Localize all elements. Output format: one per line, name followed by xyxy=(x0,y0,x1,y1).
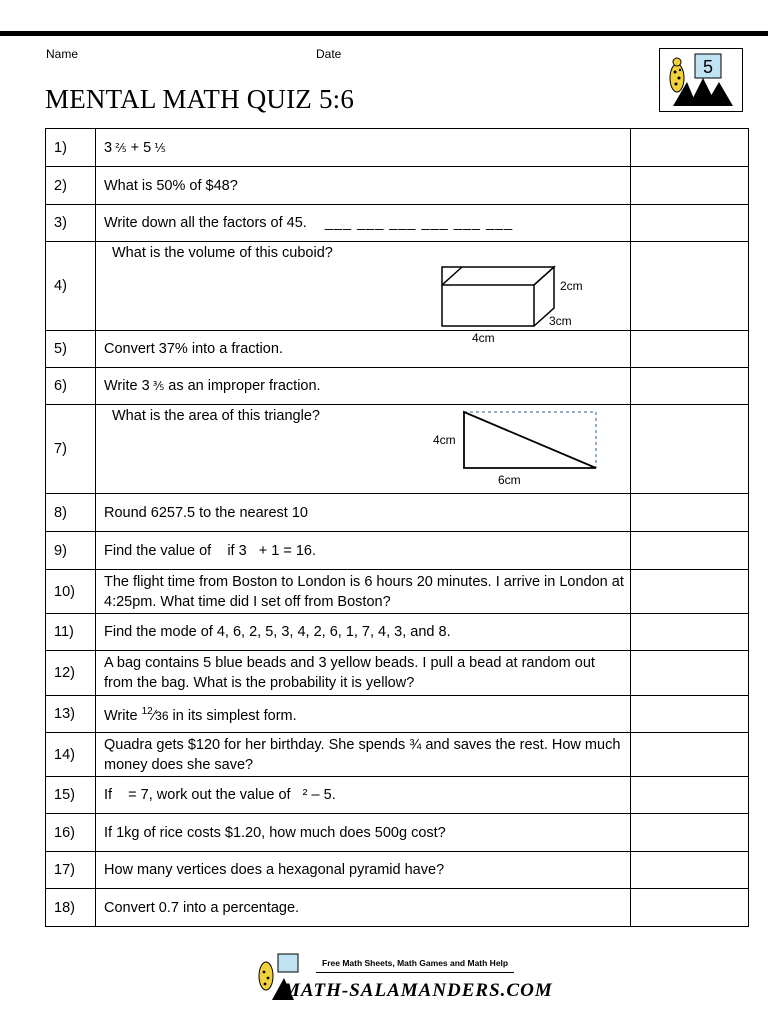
question-row-3 xyxy=(46,205,749,242)
question-text: Find the mode of 4, 6, 2, 5, 3, 4, 2, 6, 1, 7, 4, 3, and 8. xyxy=(96,614,631,651)
question-row-9 xyxy=(46,532,749,570)
answer-box[interactable] xyxy=(631,570,749,614)
question-number: 12) xyxy=(46,651,96,696)
cuboid-diagram xyxy=(96,242,631,345)
date-label: Date xyxy=(316,47,342,61)
question-number: 2) xyxy=(46,167,96,205)
answer-box[interactable] xyxy=(631,242,749,331)
answer-box[interactable] xyxy=(631,696,749,733)
question-number: 1) xyxy=(46,129,96,167)
question-number: 17) xyxy=(46,852,96,889)
answer-box[interactable] xyxy=(631,651,749,696)
cuboid-depth-label: 3cm xyxy=(549,314,572,328)
answer-blanks: ___ ___ ___ ___ ___ ___ xyxy=(324,215,514,231)
answer-box[interactable] xyxy=(631,405,749,494)
question-number: 7) xyxy=(46,405,96,494)
question-row-18 xyxy=(46,889,749,927)
question-text: If 1kg of rice costs $1.20, how much does 500g cost? xyxy=(96,814,631,852)
question-row-10 xyxy=(46,570,749,614)
logo-grade: 5 xyxy=(702,57,714,77)
question-number: 18) xyxy=(46,889,96,927)
question-number: 4) xyxy=(46,242,96,331)
question-text: What is 50% of $48? xyxy=(96,167,631,205)
question-row-16 xyxy=(46,814,749,852)
answer-box[interactable] xyxy=(631,733,749,777)
question-number: 16) xyxy=(46,814,96,852)
question-text: If = 7, work out the value of ² – 5. xyxy=(96,777,631,814)
question-text: The flight time from Boston to London is 6 hours 20 minutes. I arrive in London at 4:25pm. What time did I set off from Boston? xyxy=(96,570,631,614)
question-text: Convert 0.7 into a percentage. xyxy=(96,889,631,927)
answer-box[interactable] xyxy=(631,331,749,368)
answer-box[interactable] xyxy=(631,852,749,889)
question-text: Write 3 ⅗ as an improper fraction. xyxy=(96,368,631,405)
answer-box[interactable] xyxy=(631,167,749,205)
triangle-diagram xyxy=(96,405,631,493)
quiz-table xyxy=(45,128,749,927)
answer-box[interactable] xyxy=(631,129,749,167)
question-text: Find the value of if 3 + 1 = 16. xyxy=(96,532,631,570)
answer-box[interactable] xyxy=(631,368,749,405)
question-row-12 xyxy=(46,651,749,696)
question-text: 3 ⅖ + 5 ⅕ xyxy=(96,129,631,167)
answer-box[interactable] xyxy=(631,532,749,570)
question-row-1 xyxy=(46,129,749,167)
question-text: How many vertices does a hexagonal pyramid have? xyxy=(96,852,631,889)
salamander-logo xyxy=(659,48,743,112)
answer-box[interactable] xyxy=(631,777,749,814)
footer-site-name: MATH-SALAMANDERS.COM xyxy=(283,980,553,1001)
question-row-4 xyxy=(46,242,749,331)
triangle-height-label: 4cm xyxy=(433,433,456,447)
question-row-7 xyxy=(46,405,749,494)
question-row-6 xyxy=(46,368,749,405)
question-number: 5) xyxy=(46,331,96,368)
triangle-base-label: 6cm xyxy=(498,473,521,487)
question-text: Convert 37% into a fraction. xyxy=(96,331,631,368)
question-number: 14) xyxy=(46,733,96,777)
answer-box[interactable] xyxy=(631,494,749,532)
answer-box[interactable] xyxy=(631,814,749,852)
question-text: What is the volume of this cuboid? 2cm 3cm 4cm xyxy=(96,242,631,331)
top-rule xyxy=(0,31,768,36)
question-number: 6) xyxy=(46,368,96,405)
question-text: Quadra gets $120 for her birthday. She spends ¾ and saves the rest. How much money does she save? xyxy=(96,733,631,777)
page-title: MENTAL MATH QUIZ 5:6 xyxy=(45,84,355,114)
cuboid-height-label: 2cm xyxy=(560,279,583,293)
question-text: What is the area of this triangle? 4cm 6cm xyxy=(96,405,631,494)
cuboid-width-label: 4cm xyxy=(472,331,495,345)
question-text: A bag contains 5 blue beads and 3 yellow beads. I pull a bead at random out from the bag. What is the probability it is yellow? xyxy=(96,651,631,696)
question-row-11 xyxy=(46,614,749,651)
answer-box[interactable] xyxy=(631,614,749,651)
question-text: Write $^{12}$⁄36 in its simplest form. xyxy=(96,696,631,733)
question-number: 11) xyxy=(46,614,96,651)
question-row-8 xyxy=(46,494,749,532)
question-number: 3) xyxy=(46,205,96,242)
question-row-14 xyxy=(46,733,749,777)
answer-box[interactable] xyxy=(631,889,749,927)
footer-tagline: Free Math Sheets, Math Games and Math Help xyxy=(322,958,509,968)
footer-rule xyxy=(316,972,514,973)
question-row-2 xyxy=(46,167,749,205)
question-number: 15) xyxy=(46,777,96,814)
question-row-15 xyxy=(46,777,749,814)
question-row-17 xyxy=(46,852,749,889)
question-number: 9) xyxy=(46,532,96,570)
question-number: 13) xyxy=(46,696,96,733)
question-number: 10) xyxy=(46,570,96,614)
question-text: Write down all the factors of 45. ___ ___ ___ ___ ___ ___ xyxy=(96,205,631,242)
name-label: Name xyxy=(46,47,79,61)
question-row-13 xyxy=(46,696,749,733)
question-text: Round 6257.5 to the nearest 10 xyxy=(96,494,631,532)
answer-box[interactable] xyxy=(631,205,749,242)
question-number: 8) xyxy=(46,494,96,532)
question-row-5 xyxy=(46,331,749,368)
footer-brand xyxy=(250,952,553,1008)
